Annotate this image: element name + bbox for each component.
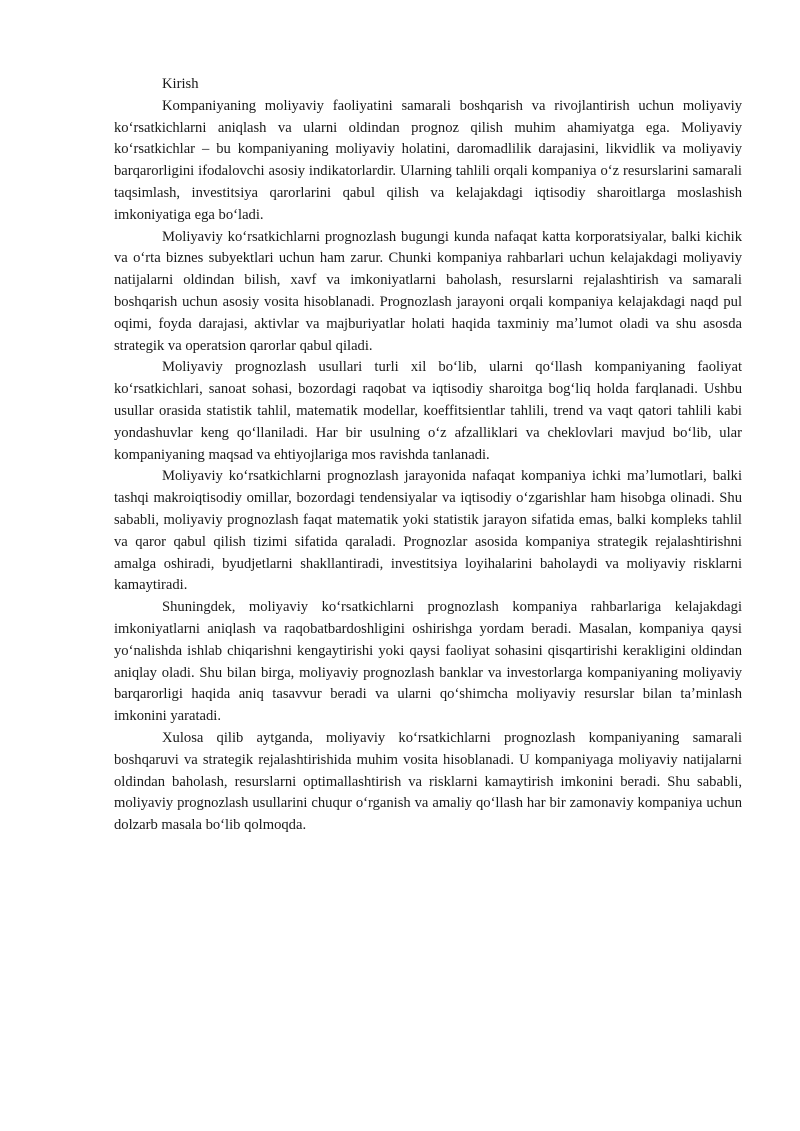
paragraph-5: Shuningdek, moliyaviy koʻrsatkichlarni prognozlash kompaniya rahbarlariga kelajakdagi imkoniyatlarni aniqlash va raqobatbardoshligini oshirishga yordam beradi. Masalan, kompaniya qaysi yoʻnalishda ishlab chiqarishni kengaytirishi yoki qaysi faoliyat sohasini qisqartirishi kerakligini oldindan aniqlay oladi. Shu bilan birga, moliyaviy prognozlash banklar va investorlarga kompaniyaning moliyaviy barqarorligi haqida aniq tasavvur beradi va ularni qoʻshimcha moliyaviy resurslar bilan taʼminlash imkonini yaratadi. — [114, 599, 742, 725]
paragraph-3: Moliyaviy prognozlash usullari turli xil boʻlib, ularni qoʻllash kompaniyaning faoliyat koʻrsatkichlari, sanoat sohasi, bozordagi raqobat va iqtisodiy sharoitga bogʻliq holda farqlanadi. Ushbu usullar orasida statistik tahlil, matematik modellar, koeffitsientlar tahlili, trend va vaqt qatori tahlili kabi yondashuvlar keng qoʻllaniladi. Har bir usulning oʻz afzalliklari va cheklovlari mavjud boʻlib, ular kompaniyaning maqsad va ehtiyojlariga mos ravishda tanlanadi. — [114, 359, 742, 463]
paragraph-1: Kompaniyaning moliyaviy faoliyatini samarali boshqarish va rivojlantirish uchun moliyaviy koʻrsatkichlarni aniqlash va ularni oldindan prognoz qilish muhim ahamiyatga ega. Moliyaviy koʻrsatkichlar – bu kompaniyaning moliyaviy holatini, daromadlilik darajasini, likvidlik va moliyaviy barqarorligini ifodalovchi asosiy indikatorlardir. Ularning tahlili orqali kompaniya oʻz resurslarini samarali taqsimlash, investitsiya qarorlarini qabul qilish va kelajakdagi iqtisodiy sharoitlarga moslashish imkoniyatiga ega boʻladi. — [114, 97, 742, 223]
paragraph-2: Moliyaviy koʻrsatkichlarni prognozlash bugungi kunda nafaqat katta korporatsiyalar, balki kichik va oʻrta biznes subyektlari uchun ham zarur. Chunki kompaniya rahbarlari uchun kelajakdagi moliyaviy natijalarni oldindan bilish, xavf va imkoniyatlarni baholash, resurslarni rejalashtirish va samarali boshqarish uchun asosiy vosita hisoblanadi. Prognozlash jarayoni orqali kompaniya kelajakdagi naqd pul oqimi, foyda darajasi, aktivlar va majburiyatlar holati haqida taxminiy maʼlumot oladi va shu asosda strategik va operatsion qarorlar qabul qiladi. — [114, 228, 742, 354]
section-heading: Kirish — [162, 76, 199, 92]
paragraph-6: Xulosa qilib aytganda, moliyaviy koʻrsatkichlarni prognozlash kompaniyaning samarali boshqaruvi va strategik rejalashtirishida muhim vosita hisoblanadi. U kompaniyaga moliyaviy natijalarni oldindan baholash, resurslarni optimallashtirish va risklarni kamaytirish imkonini beradi. Shu sababli, moliyaviy prognozlash usullarini chuqur oʻrganish va amaliy qoʻllash har bir zamonaviy kompaniya uchun dolzarb masala boʻlib qolmoqda. — [114, 729, 742, 834]
paragraph-4: Moliyaviy koʻrsatkichlarni prognozlash jarayonida nafaqat kompaniya ichki maʼlumotlari, balki tashqi makroiqtisodiy omillar, bozordagi tendensiyalar va iqtisodiy oʻzgarishlar ham hisobga olinadi. Shu sababli, moliyaviy prognozlash faqat matematik yoki statistik jarayon sifatida emas, balki kompleks tahlil va qaror qabul qilish tizimi sifatida qaraladi. Prognozlar asosida kompaniya strategik rejalashtirishni amalga oshiradi, byudjetlarni shakllantiradi, investitsiya loyihalarini baholaydi va moliyaviy risklarni kamaytiradi. — [114, 468, 742, 594]
document-page — [114, 74, 742, 837]
